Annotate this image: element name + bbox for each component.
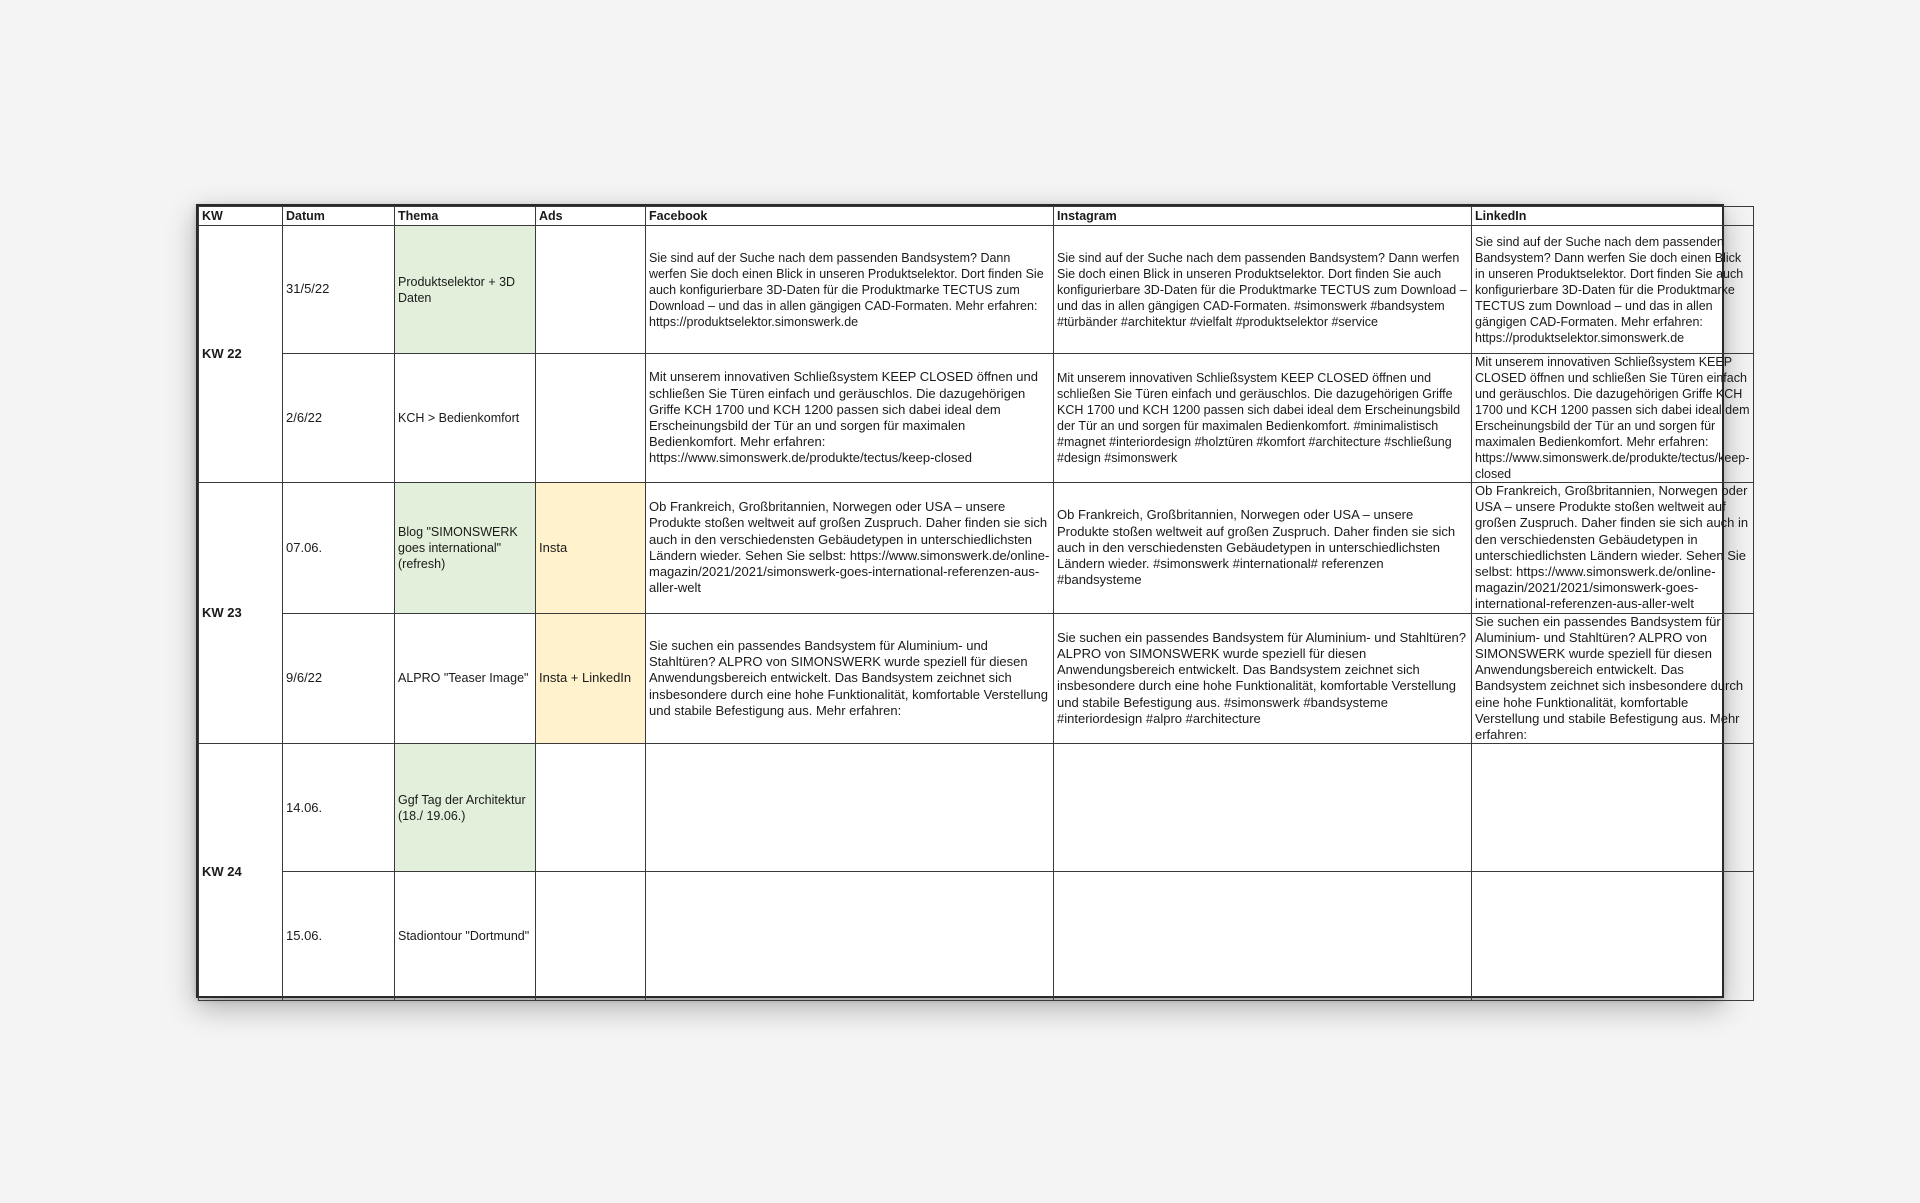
- table-row: [199, 613, 1754, 744]
- column-header-ads: Ads: [536, 207, 646, 226]
- column-header-datum: Datum: [283, 207, 395, 226]
- table-row: [199, 483, 1754, 614]
- column-header-facebook: Facebook: [646, 207, 1054, 226]
- date-cell: 07.06.: [283, 483, 395, 614]
- topic-cell: Ggf Tag der Architektur (18./ 19.06.): [395, 744, 536, 872]
- topic-cell: Produktselektor + 3D Daten: [395, 226, 536, 354]
- topic-cell: Blog "SIMONSWERK goes international" (refresh): [395, 483, 536, 614]
- facebook-post-cell: [646, 744, 1054, 872]
- facebook-post-text: Sie suchen ein passendes Bandsystem für Aluminium- und Stahltüren? ALPRO von SIMONSWERK wurde speziell für diesen Anwendungsbereich entwickelt. Das Bandsystem zeichnet sich insbesondere durch eine hohe Funktionalität, komfortable Verstellung und stabile Befestigung aus. Mehr erfahren:: [649, 637, 1052, 718]
- topic-cell: KCH > Bedienkomfort: [395, 354, 536, 483]
- facebook-post-text: Mit unserem innovativen Schließsystem KEEP CLOSED öffnen und schließen Sie Türen einfach und geräuschlos. Die dazugehörigen Griffe KCH 1700 und KCH 1200 passen sich dabei ideal dem Erscheinungsbild der Tür an und sorgen für maximalen Bedienkomfort. Mehr erfahren: https://www.simonswerk.de/produkte/tectus/keep-closed: [649, 369, 1042, 466]
- instagram-post-text: Mit unserem innovativen Schließsystem KEEP CLOSED öffnen und schließen Sie Türen einfach und geräuschlos. Die dazugehörigen Griffe KCH 1700 und KCH 1200 passen sich dabei ideal dem Erscheinungsbild der Tür an und sorgen für maximalen Bedienkomfort. #minimalistisch #magnet #interiordesign #holztüren #komfort #architecture #schließung #design #simonswerk: [1057, 371, 1464, 465]
- instagram-post-cell: [1054, 483, 1472, 614]
- week-cell: KW 24: [199, 744, 283, 1001]
- table-row: [199, 226, 1754, 354]
- facebook-post-text: Ob Frankreich, Großbritannien, Norwegen oder USA – unsere Produkte stoßen weltweit auf großen Zuspruch. Daher finden sie sich auch in den verschiedensten Gebäudetypen in unterschiedlichsten Ländern wieder. Sehen Sie selbst: https://www.simonswerk.de/online-magazin/2021/2021/simonswerk-goes-international-referenzen-aus-aller-welt: [649, 499, 1051, 596]
- facebook-post-cell: [646, 483, 1054, 614]
- linkedin-post-cell: [1472, 744, 1754, 872]
- facebook-post-cell: [646, 354, 1054, 483]
- linkedin-post-text: Sie suchen ein passendes Bandsystem für Aluminium- und Stahltüren? ALPRO von SIMONSWERK wurde speziell für diesen Anwendungsbereich entwickelt. Das Bandsystem zeichnet sich insbesondere durch eine hohe Funktionalität, komfortable Verstellung und stabile Befestigung aus. Mehr erfahren:: [1475, 613, 1747, 743]
- facebook-post-cell: [646, 613, 1054, 744]
- spreadsheet-screenshot: [196, 204, 1753, 998]
- topic-cell: ALPRO "Teaser Image": [395, 613, 536, 744]
- week-cell: KW 23: [199, 483, 283, 744]
- date-cell: 14.06.: [283, 744, 395, 872]
- facebook-post-cell: [646, 226, 1054, 354]
- column-header-thema: Thema: [395, 207, 536, 226]
- instagram-post-text: Ob Frankreich, Großbritannien, Norwegen oder USA – unsere Produkte stoßen weltweit auf großen Zuspruch. Daher finden sie sich auch in den verschiedensten Gebäudetypen in unterschiedlichsten Ländern wieder. #simonswerk #international# referenzen #bandsysteme: [1057, 507, 1459, 588]
- linkedin-post-text: Ob Frankreich, Großbritannien, Norwegen oder USA – unsere Produkte stoßen weltweit auf großen Zuspruch. Daher finden sie sich auch in den verschiedensten Gebäudetypen in unterschiedlichsten Ländern wieder. Sehen Sie selbst: https://www.simonswerk.de/online-magazin/2021/2021/simonswerk-goes-international-referenzen-aus-aller-welt: [1475, 483, 1752, 612]
- content-plan-table: [198, 206, 1754, 1001]
- date-cell: 9/6/22: [283, 613, 395, 744]
- linkedin-post-cell: [1472, 613, 1754, 744]
- instagram-post-cell: [1054, 744, 1472, 872]
- instagram-post-cell: [1054, 613, 1472, 744]
- ads-cell: Insta: [536, 483, 646, 614]
- linkedin-post-cell: [1472, 483, 1754, 614]
- column-header-linkedin: LinkedIn: [1472, 207, 1754, 226]
- linkedin-post-cell: [1472, 872, 1754, 1001]
- facebook-post-cell: [646, 872, 1054, 1001]
- instagram-post-cell: [1054, 226, 1472, 354]
- instagram-post-text: Sie suchen ein passendes Bandsystem für Aluminium- und Stahltüren? ALPRO von SIMONSWERK wurde speziell für diesen Anwendungsbereich entwickelt. Das Bandsystem zeichnet sich insbesondere durch eine hohe Funktionalität, komfortable Verstellung und stabile Befestigung aus. #simonswerk #bandsysteme #interiordesign #alpro #architecture: [1057, 629, 1469, 726]
- date-cell: 31/5/22: [283, 226, 395, 354]
- date-cell: 15.06.: [283, 872, 395, 1001]
- linkedin-post-cell: [1472, 354, 1754, 483]
- ads-cell: [536, 226, 646, 354]
- linkedin-post-text: Mit unserem innovativen Schließsystem KEEP CLOSED öffnen und schließen Sie Türen einfach und geräuschlos. Die dazugehörigen Griffe KCH 1700 und KCH 1200 passen sich dabei ideal dem Erscheinungsbild der Tür an und sorgen für maximalen Bedienkomfort. Mehr erfahren: https://www.simonswerk.de/produkte/tectus/keep-closed: [1475, 355, 1753, 481]
- topic-cell: Stadiontour "Dortmund": [395, 872, 536, 1001]
- ads-cell: [536, 744, 646, 872]
- facebook-post-text: Sie sind auf der Suche nach dem passenden Bandsystem? Dann werfen Sie doch einen Blick in unseren Produktselektor. Dort finden Sie auch konfigurierbare 3D-Daten für die Produktmarke TECTUS zum Download – und das in allen gängigen CAD-Formaten. Mehr erfahren: https://produktselektor.simonswerk.de: [649, 250, 1048, 329]
- header-row: [199, 207, 1754, 226]
- ads-cell: [536, 872, 646, 1001]
- week-cell: KW 22: [199, 226, 283, 483]
- instagram-post-cell: [1054, 872, 1472, 1001]
- linkedin-post-text: Sie sind auf der Suche nach dem passenden Bandsystem? Dann werfen Sie doch einen Blick in unseren Produktselektor. Dort finden Sie auch konfigurierbare 3D-Daten für die Produktmarke TECTUS zum Download – und das in allen gängigen CAD-Formaten. Mehr erfahren: https://produktselektor.simonswerk.de: [1475, 234, 1747, 345]
- column-header-kw: KW: [199, 207, 283, 226]
- instagram-post-text: Sie sind auf der Suche nach dem passenden Bandsystem? Dann werfen Sie doch einen Blick in unseren Produktselektor. Dort finden Sie auch konfigurierbare 3D-Daten für die Produktmarke TECTUS zum Download – und das in allen gängigen CAD-Formaten. #simonswerk #bandsystem #türbänder #architektur #vielfalt #produktselektor #service: [1057, 250, 1471, 329]
- column-header-instagram: Instagram: [1054, 207, 1472, 226]
- linkedin-post-cell: [1472, 226, 1754, 354]
- ads-cell: [536, 354, 646, 483]
- table-row: [199, 354, 1754, 483]
- table-row: [199, 872, 1754, 1001]
- table-row: [199, 744, 1754, 872]
- date-cell: 2/6/22: [283, 354, 395, 483]
- ads-cell: Insta + LinkedIn: [536, 613, 646, 744]
- instagram-post-cell: [1054, 354, 1472, 483]
